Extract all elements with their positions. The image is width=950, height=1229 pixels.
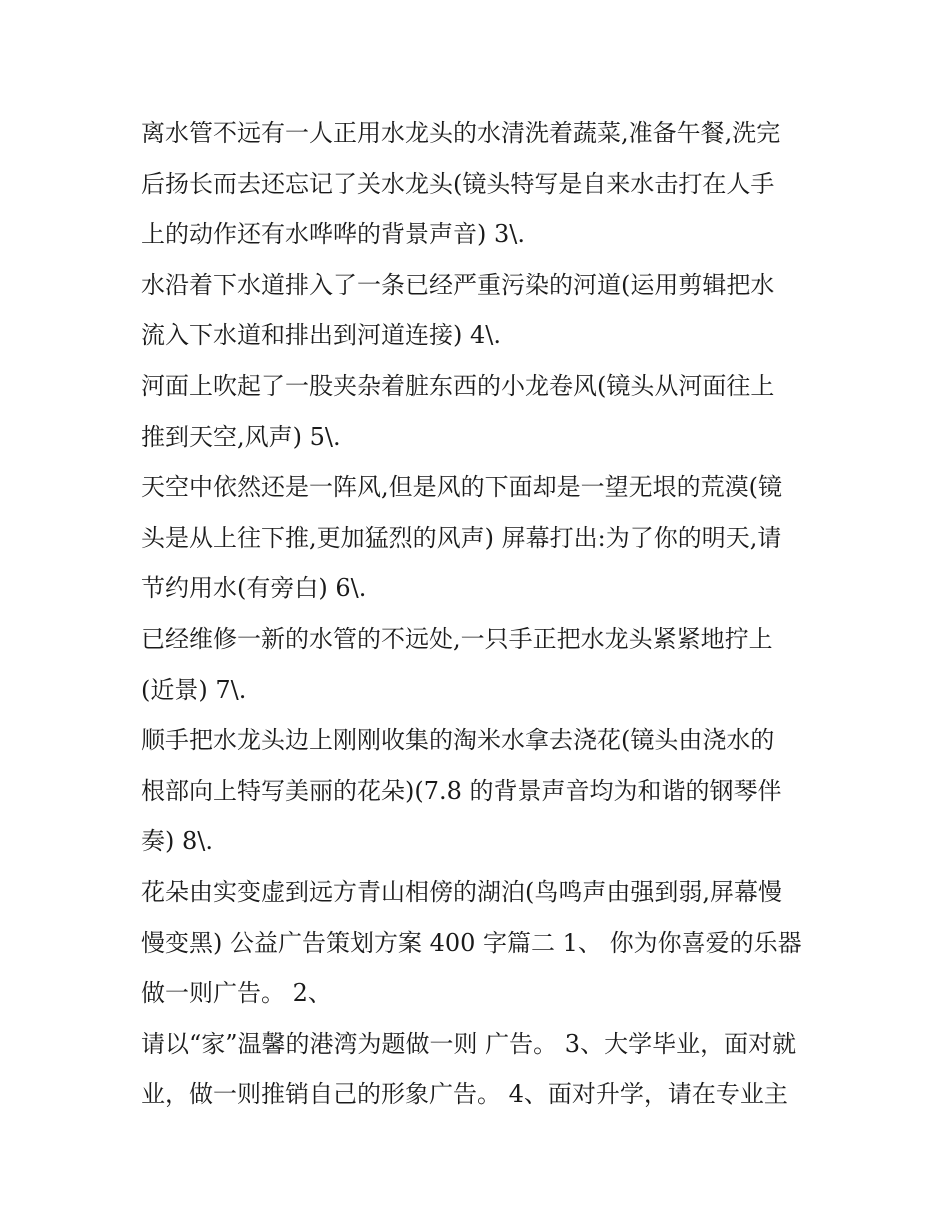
text-line: 节约用水(有旁白) 6\. [141,574,367,603]
text-line: 业，做一则推销自己的形象广告。 4、面对升学，请在专业主 [141,1080,788,1109]
text-line: 请以“家”温馨的港湾为题做一则 广告。 3、大学毕业，面对就 [141,1029,797,1058]
text-line: 花朵由实变虚到远方青山相傍的湖泊(鸟鸣声由强到弱,屏幕慢 [141,877,782,906]
text-line: 慢变黑) 公益广告策划方案 400 字篇二 1、 你为你喜爱的乐器 [141,928,802,957]
text-line: 做一则广告。 2、 [141,979,332,1008]
text-line: 天空中依然还是一阵风,但是风的下面却是一望无垠的荒漠(镜 [141,473,782,502]
text-line: 顺手把水龙头边上刚刚收集的淘米水拿去浇花(镜头由浇水的 [141,726,775,755]
text-line: 头是从上往下推,更加猛烈的风声) 屏幕打出:为了你的明天,请 [141,523,782,552]
text-line: 后扬长而去还忘记了关水龙头(镜头特写是自来水击打在人手 [141,169,775,198]
text-line: 流入下水道和排出到河道连接) 4\. [141,321,501,350]
text-line: 奏) 8\. [141,827,213,856]
text-line: 上的动作还有水哗哗的背景声音) 3\. [141,220,525,249]
text-line: 根部向上特写美丽的花朵)(7.8 的背景声音均为和谐的钢琴伴 [141,776,782,805]
text-line: 离水管不远有一人正用水龙头的水清洗着蔬菜,准备午餐,洗完 [141,119,781,147]
text-line: 已经维修一新的水管的不远处,一只手正把水龙头紧紧地拧上 [141,624,773,653]
body-text [141,108,821,1120]
text-line: 河面上吹起了一股夹杂着脏东西的小龙卷风(镜头从河面往上 [141,371,775,400]
text-line: 推到天空,风声) 5\. [141,422,341,451]
text-line: 水沿着下水道排入了一条已经严重污染的河道(运用剪辑把水 [141,270,775,299]
text-line: (近景) 7\. [141,675,247,704]
